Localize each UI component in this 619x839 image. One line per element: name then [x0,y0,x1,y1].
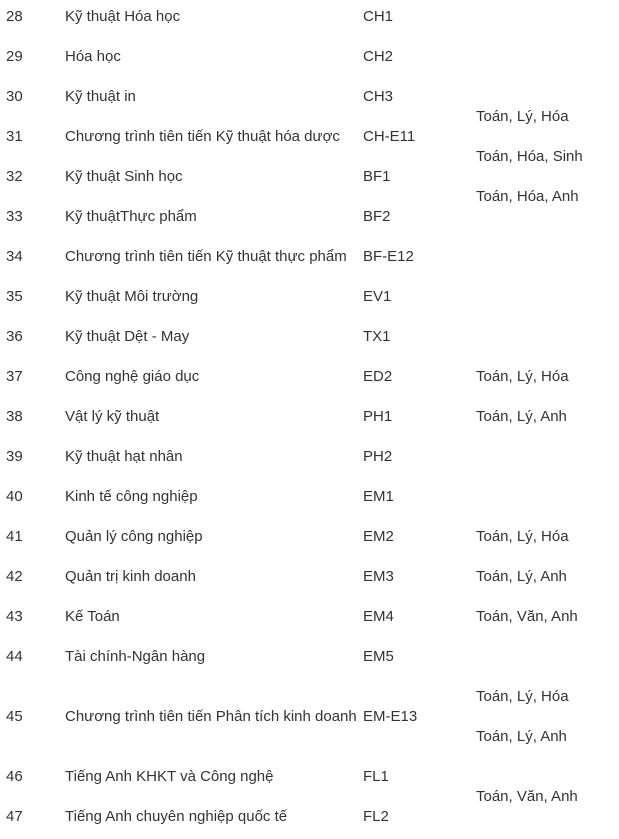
subject-combination: Toán, Văn, Anh [476,608,578,625]
row-number: 46 [6,768,23,785]
major-name: Kinh tế công nghiệp [65,488,198,505]
major-name: Chương trình tiên tiến Kỹ thuật hóa dược [65,128,340,145]
major-name: Quản trị kinh doanh [65,568,196,585]
subject-combination: Toán, Lý, Hóa [476,368,569,385]
subject-combination: Toán, Lý, Anh [476,408,567,425]
major-name: Kỹ thuật hạt nhân [65,448,183,465]
row-number: 45 [6,708,23,725]
major-name: Kỹ thuật Sinh học [65,168,183,185]
subject-combination: Toán, Lý, Anh [476,568,567,585]
row-number: 39 [6,448,23,465]
row-number: 29 [6,48,23,65]
major-code: BF2 [363,208,391,225]
row-number: 42 [6,568,23,585]
major-name: Kỹ thuật Hóa học [65,8,181,25]
major-name: Kế Toán [65,608,120,625]
subject-combination: Toán, Lý, Hóa [476,688,569,705]
row-number: 36 [6,328,23,345]
major-name: Kỹ thuật Dệt - May [65,328,190,345]
major-code: BF1 [363,168,391,185]
subject-combination: Toán, Hóa, Sinh [476,148,583,165]
row-number: 35 [6,288,23,305]
row-number: 32 [6,168,23,185]
major-code: CH3 [363,88,394,105]
major-name: Công nghệ giáo dục [65,368,200,385]
subject-combination: Toán, Lý, Hóa [476,528,569,545]
major-name: Chương trình tiên tiến Kỹ thuật thực phẩm [65,248,347,265]
major-code: EM3 [363,568,394,585]
major-code: FL1 [363,768,389,785]
row-number: 43 [6,608,23,625]
major-code: BF-E12 [363,248,414,265]
row-number: 38 [6,408,23,425]
subject-combination: Toán, Lý, Hóa [476,108,569,125]
major-name: Kỹ thuật Môi trường [65,288,199,305]
major-name: Vật lý kỹ thuật [65,408,160,425]
major-name: Hóa học [65,48,121,65]
major-code: CH-E11 [363,128,416,145]
major-code: CH1 [363,8,394,25]
major-code: CH2 [363,48,394,65]
major-code: EM-E13 [363,708,418,725]
major-name: Tiếng Anh chuyên nghiệp quốc tế [65,808,288,825]
row-number: 34 [6,248,23,265]
subject-combination: Toán, Văn, Anh [476,788,578,805]
major-code: PH1 [363,408,393,425]
row-number: 47 [6,808,23,825]
row-number: 37 [6,368,23,385]
major-name: Quản lý công nghiệp [65,528,203,545]
major-code: EM5 [363,648,394,665]
major-code: EM1 [363,488,394,505]
major-name: Chương trình tiên tiến Phân tích kinh doanh [65,708,357,725]
major-code: FL2 [363,808,389,825]
row-number: 31 [6,128,23,145]
row-number: 28 [6,8,23,25]
major-code: EV1 [363,288,392,305]
major-code: EM2 [363,528,394,545]
major-name: Kỹ thuật in [65,88,136,105]
row-number: 33 [6,208,23,225]
row-number: 40 [6,488,23,505]
row-number: 30 [6,88,23,105]
row-number: 44 [6,648,23,665]
major-code: PH2 [363,448,393,465]
major-code: TX1 [363,328,391,345]
major-code: ED2 [363,368,393,385]
major-code: EM4 [363,608,394,625]
major-name: Tiếng Anh KHKT và Công nghệ [65,768,274,785]
major-name: Tài chính-Ngân hàng [65,648,206,665]
subject-combination: Toán, Lý, Anh [476,728,567,745]
row-number: 41 [6,528,23,545]
subject-combination: Toán, Hóa, Anh [476,188,579,205]
major-name: Kỹ thuậtThực phẩm [65,208,197,225]
